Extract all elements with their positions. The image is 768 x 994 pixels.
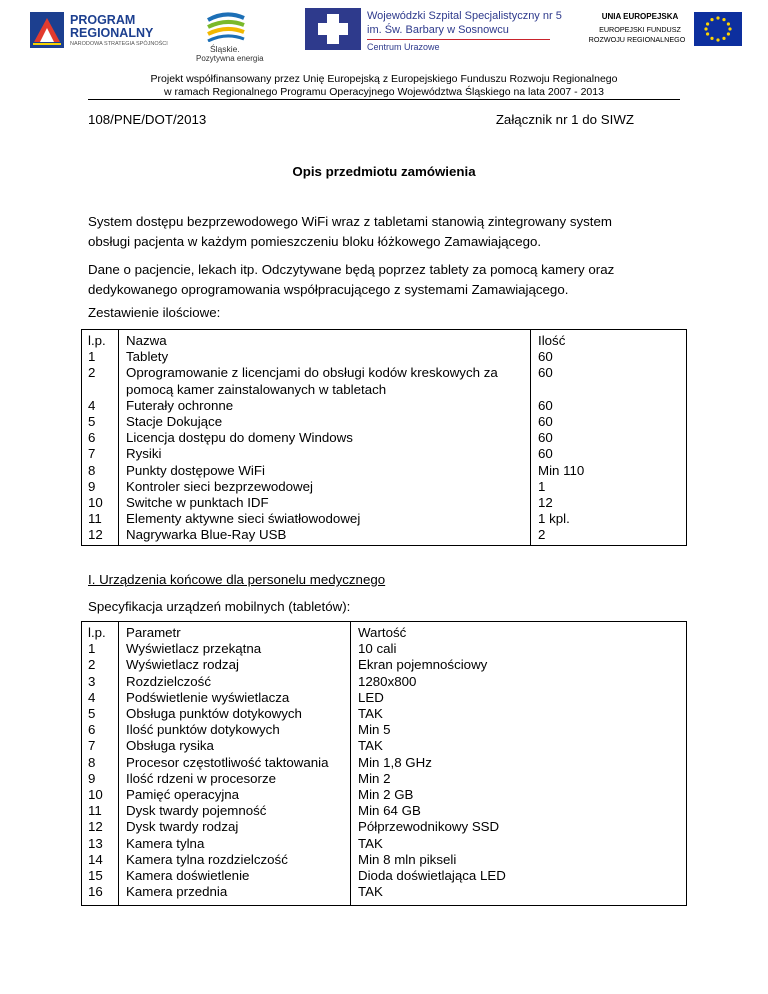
table-cell: Dysk twardy pojemność — [126, 803, 267, 819]
table-cell: 3 — [88, 673, 96, 689]
table-cell: 11 — [88, 511, 102, 527]
table-row — [84, 527, 682, 543]
table-header-row — [84, 625, 682, 641]
table-cell: 10 cali — [358, 641, 397, 657]
table-cell: Nagrywarka Blue-Ray USB — [126, 527, 287, 543]
table-cell: 8 — [88, 754, 96, 770]
table-header-row — [84, 333, 682, 349]
table-cell: Licencja dostępu do domeny Windows — [126, 430, 353, 446]
table-cell: 4 — [88, 397, 96, 413]
table-row — [84, 738, 682, 754]
eu-line1: UNIA EUROPEJSKA — [601, 12, 679, 21]
table-cell: Procesor częstotliwość taktowania — [126, 754, 329, 770]
slaskie-text-1: Śląskie. — [210, 44, 240, 54]
table-row — [84, 868, 682, 884]
table-cell: 2 — [88, 657, 96, 673]
section-heading: I. Urządzenia końcowe dla personelu medycznego — [88, 572, 386, 587]
table-cell: Ekran pojemnościowy — [358, 657, 488, 673]
doc-reference: 108/PNE/DOT/2013 — [88, 112, 207, 127]
table-cell: 11 — [88, 803, 102, 819]
table-cell: TAK — [358, 884, 383, 900]
table-row — [84, 657, 682, 673]
table-row — [84, 787, 682, 803]
table-cell: Kamera tylna — [126, 835, 205, 851]
table-row — [84, 446, 682, 462]
table-cell: 5 — [88, 706, 96, 722]
table-row — [84, 755, 682, 771]
table-cell: 12 — [88, 527, 103, 543]
table-row — [84, 495, 682, 511]
table-header-cell: l.p. — [88, 333, 106, 348]
program-title-1: PROGRAM — [70, 13, 136, 27]
spec-table — [84, 625, 682, 900]
table-cell: 60 — [538, 349, 553, 365]
table-cell: Stacje Dokujące — [126, 414, 223, 430]
table-cell: 1 kpl. — [538, 511, 570, 527]
slaskie-waves-icon — [206, 10, 246, 42]
header-rule — [88, 99, 680, 100]
table-cell: 7 — [88, 446, 96, 462]
table-cell: Oprogramowanie z licencjami do obsługi kodów kreskowych za pomocą kamer zainstalowanych w tabletach — [126, 365, 498, 397]
table-row — [84, 349, 682, 365]
table-cell: Półprzewodnikowy SSD — [358, 819, 500, 835]
table-cell: 8 — [88, 462, 96, 478]
table-cell: Min 1,8 GHz — [358, 754, 432, 770]
table-cell: 10 — [88, 495, 103, 511]
table-cell: 16 — [88, 884, 103, 900]
doc-attachment: Załącznik nr 1 do SIWZ — [495, 112, 634, 127]
table-cell: Min 2 — [358, 770, 391, 786]
quantity-table — [84, 333, 682, 544]
table-header-cell: Wartość — [358, 625, 407, 640]
table-cell: 5 — [88, 414, 96, 430]
hospital-line1: Wojewódzki Szpital Specjalistyczny nr 5 — [367, 10, 562, 22]
table-cell: Kamera tylna rozdzielczość — [126, 851, 288, 867]
table-row — [84, 803, 682, 819]
table-cell: LED — [358, 689, 384, 705]
doc-paragraph-2: Dane o pacjencie, lekach itp. Odczytywane będą poprzez tablety za pomocą kamery oraz dedykowanego oprogramowania współpracującego z systemami Zamawiającego. — [88, 262, 615, 297]
table-row — [84, 706, 682, 722]
table-row — [84, 479, 682, 495]
table-cell: Ilość punktów dotykowych — [126, 722, 280, 738]
table-cell: Dysk twardy rodzaj — [126, 819, 239, 835]
table-cell: 60 — [538, 414, 553, 430]
doc-paragraph-1: System dostępu bezprzewodowego WiFi wraz z tabletami stanowią zintegrowany system obsługi pacjenta w każdym pomieszczeniu bloku łóżkowego Zamawiającego. — [88, 214, 612, 249]
funding-note — [88, 73, 680, 99]
table-cell: Kamera przednia — [126, 884, 228, 900]
table-cell: Punkty dostępowe WiFi — [126, 462, 265, 478]
table-cell: TAK — [358, 706, 383, 722]
table-row — [84, 722, 682, 738]
table-header-cell: Ilość — [538, 333, 566, 348]
table-cell: 7 — [88, 738, 96, 754]
hospital-line3: Centrum Urazowe — [367, 42, 440, 52]
table-cell: Obsługa rysika — [126, 738, 214, 754]
table-cell: 1 — [538, 478, 546, 494]
table-cell: 6 — [88, 722, 96, 738]
program-subtitle: NARODOWA STRATEGIA SPÓJNOŚCI — [70, 41, 168, 47]
table-cell: Tablety — [126, 349, 169, 365]
table-cell: TAK — [358, 835, 383, 851]
hospital-line2: im. Św. Barbary w Sosnowcu — [367, 24, 509, 36]
table-cell: Min 64 GB — [358, 803, 421, 819]
funding-line1: Projekt współfinansowany przez Unię Europejską z Europejskiego Funduszu Rozwoju Regionalnego — [150, 73, 618, 85]
table-row — [84, 690, 682, 706]
table-cell: 60 — [538, 446, 553, 462]
table-cell: 2 — [538, 527, 546, 543]
table-cell: Ilość rdzeni w procesorze — [126, 770, 277, 786]
table-cell: Rysiki — [126, 446, 162, 462]
table-row — [84, 398, 682, 414]
table-cell: 1280x800 — [358, 673, 417, 689]
table-row — [84, 430, 682, 446]
table-cell: Min 2 GB — [358, 787, 414, 803]
table-cell: 6 — [88, 430, 96, 446]
table-row — [84, 414, 682, 430]
table-cell: Min 110 — [538, 462, 585, 478]
table-cell: 1 — [88, 349, 96, 365]
funding-line2: w ramach Regionalnego Programu Operacyjnego Województwa Śląskiego na lata 2007 - 2013 — [164, 86, 604, 98]
eu-line2: EUROPEJSKI FUNDUSZ — [599, 25, 681, 34]
hospital-cross-icon — [305, 8, 361, 50]
table-cell: 60 — [538, 397, 553, 413]
table-cell: 9 — [88, 770, 96, 786]
table-cell: Pamięć operacyjna — [126, 787, 240, 803]
table-row — [84, 674, 682, 690]
table-cell: Podświetlenie wyświetlacza — [126, 689, 290, 705]
table-cell: Futerały ochronne — [126, 397, 234, 413]
slaskie-logo — [196, 10, 276, 66]
table-header-cell: Nazwa — [126, 333, 167, 348]
table-cell: Obsługa punktów dotykowych — [126, 706, 302, 722]
hospital-logo — [305, 6, 562, 54]
table-cell: 60 — [538, 430, 553, 446]
table-row — [84, 463, 682, 479]
table-row — [84, 511, 682, 527]
table-header-cell: l.p. — [88, 625, 106, 640]
table-cell: 14 — [88, 851, 103, 867]
program-regionalny-logo — [30, 10, 180, 50]
table-row — [84, 884, 682, 900]
program-regionalny-emblem-icon — [30, 12, 64, 48]
table-row — [84, 852, 682, 868]
table-cell: 4 — [88, 689, 96, 705]
table-cell: TAK — [358, 738, 383, 754]
table-cell: Min 8 mln pikseli — [358, 851, 457, 867]
table-cell: 10 — [88, 787, 103, 803]
table-row — [84, 365, 682, 397]
summary-label: Zestawienie ilościowe: — [88, 305, 221, 320]
table-cell: Rozdzielczość — [126, 673, 211, 689]
table-cell: 12 — [88, 819, 103, 835]
eu-logo — [584, 10, 744, 50]
slaskie-text-2: Pozytywna energia — [196, 54, 264, 63]
spec-label: Specyfikacja urządzeń mobilnych (tabletów): — [88, 599, 351, 614]
table-cell: Wyświetlacz rodzaj — [126, 657, 239, 673]
table-cell: Kontroler sieci bezprzewodowej — [126, 478, 313, 494]
table-cell: 9 — [88, 478, 96, 494]
program-title-2: REGIONALNY — [70, 26, 154, 40]
table-cell: Dioda doświetlająca LED — [358, 868, 506, 884]
table-cell: Min 5 — [358, 722, 391, 738]
table-row — [84, 819, 682, 835]
table-header-cell: Parametr — [126, 625, 181, 640]
table-cell: Wyświetlacz przekątna — [126, 641, 262, 657]
eu-flag-icon — [694, 12, 742, 46]
table-row — [84, 836, 682, 852]
table-cell: 15 — [88, 868, 103, 884]
table-cell: 2 — [88, 365, 96, 381]
table-cell: 13 — [88, 835, 103, 851]
table-cell: Kamera doświetlenie — [126, 868, 250, 884]
eu-line3: ROZWOJU REGIONALNEGO — [588, 35, 686, 44]
hospital-divider — [367, 39, 550, 40]
table-cell: Switche w punktach IDF — [126, 495, 269, 511]
table-row — [84, 771, 682, 787]
table-cell: 1 — [88, 641, 96, 657]
table-row — [84, 641, 682, 657]
table-cell: Elementy aktywne sieci światłowodowej — [126, 511, 361, 527]
table-cell: 12 — [538, 495, 553, 511]
table-cell: 60 — [538, 365, 553, 381]
doc-title: Opis przedmiotu zamówienia — [292, 164, 476, 179]
